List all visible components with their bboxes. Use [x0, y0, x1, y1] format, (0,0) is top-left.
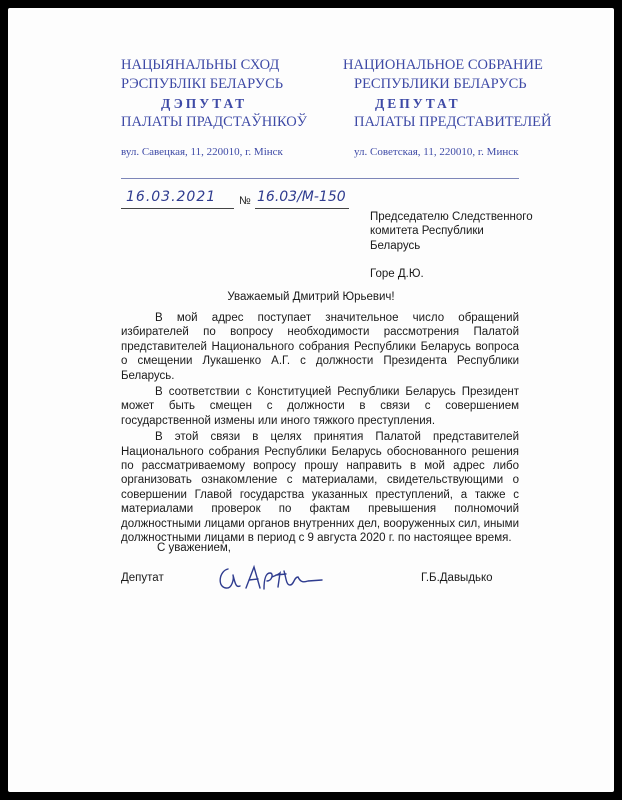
body-paragraph: В соответствии с Конституцией Республики Беларусь Президент может быть смещен с должности в связи с совершением государственной измены или иного тяжкого преступления. — [121, 386, 519, 427]
number-sign: № — [239, 195, 251, 207]
signer-title: Депутат — [121, 572, 164, 584]
letterhead-left-line1: НАЦЫЯНАЛЬНЫ СХОД — [121, 57, 280, 73]
registration-number-line — [255, 208, 349, 209]
registration-date: 16.03.2021 — [126, 189, 217, 205]
letterhead-left-address: вул. Савецкая, 11, 220010, г. Мінск — [121, 146, 283, 158]
letter-page — [8, 8, 614, 792]
letterhead-left-title: ДЭПУТАТ — [161, 96, 248, 111]
addressee-line: Председателю Следственного — [370, 211, 533, 223]
letterhead-right-line1: НАЦИОНАЛЬНОЕ СОБРАНИЕ — [343, 57, 543, 73]
handwritten-signature — [214, 561, 324, 595]
letterhead-left-line4: ПАЛАТЫ ПРАДСТАЎНІКОЎ — [121, 114, 308, 130]
addressee-name: Горе Д.Ю. — [370, 268, 424, 280]
body-paragraph: В этой связи в целях принятия Палатой представителей Национального собрания Республики Беларусь обоснованного решения по рассматриваемому вопросу прошу направить в мой адрес либо организовать ознакомление с материалами, свидетельствующими о совершении Главой государства указанных преступлений, а также с материалами проверок по фактам превышения полномочий должностными лицами органов внутренних дел, вооруженных сил, иными должностными лицами в период с 9 августа 2020 г. по настоящее время. — [121, 431, 519, 545]
closing-phrase: С уважением, — [157, 542, 231, 554]
letterhead-russian — [343, 56, 552, 162]
letterhead-right-address: ул. Советская, 11, 220010, г. Минск — [354, 146, 519, 158]
registration-date-line — [121, 208, 234, 209]
letterhead-right-title: ДЕПУТАТ — [375, 96, 461, 111]
registration-number: 16.03/М-150 — [257, 189, 346, 205]
addressee-block — [370, 210, 540, 253]
salutation: Уважаемый Дмитрий Юрьевич! — [227, 291, 395, 303]
letterhead-divider — [121, 178, 519, 179]
letterhead-right-line4: ПАЛАТЫ ПРЕДСТАВИТЕЛЕЙ — [354, 114, 552, 130]
letter-body — [121, 311, 519, 548]
letterhead-belarusian — [121, 56, 307, 162]
letterhead-left-line2: РЭСПУБЛІКІ БЕЛАРУСЬ — [121, 76, 284, 92]
signer-name: Г.Б.Давыдько — [421, 572, 493, 584]
body-paragraph: В мой адрес поступает значительное число обращений избирателей по вопросу необходимости рассмотрения Палатой представителей Национального собрания Республики Беларусь вопроса о смещении Лукашенко А.Г. с должности Президента Республики Беларусь. — [121, 312, 519, 382]
addressee-line: Беларусь — [370, 239, 421, 252]
addressee-line: комитета Республики — [370, 225, 484, 238]
letterhead-right-line2: РЕСПУБЛИКИ БЕЛАРУСЬ — [354, 76, 527, 92]
